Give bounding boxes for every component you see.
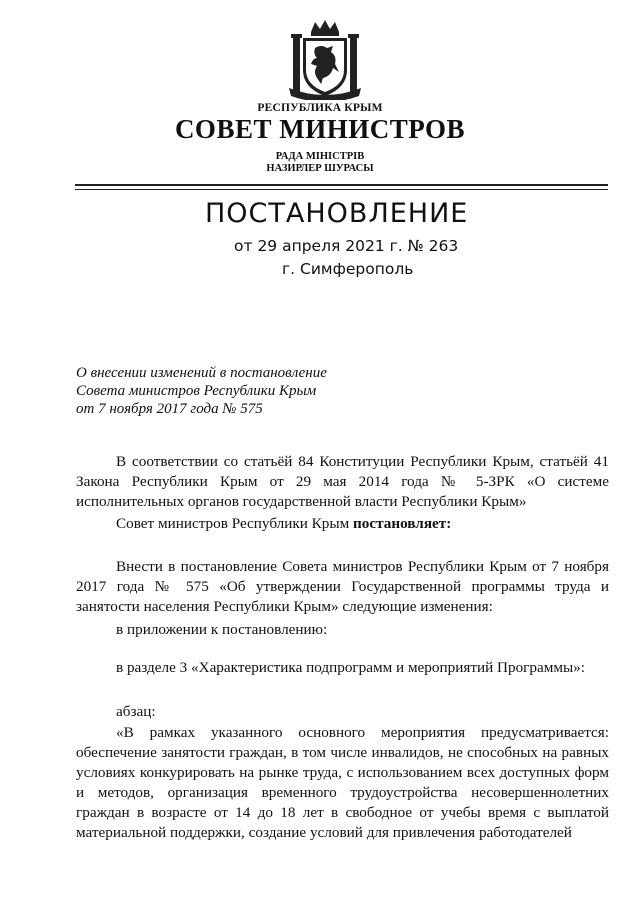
paragraph-section: в разделе 3 «Характеристика подпрограмм и мероприятий Программы»: [116,659,585,676]
subject-line: Совета министров Республики Крым [76,383,317,399]
header-divider-thick [75,184,608,186]
document-subject [76,364,327,418]
paragraph-abzac: абзац: [116,703,156,720]
paragraph-quote: «В рамках указанного основного мероприятия предусматривается: обеспечение занятости граждан, в том числе инвалидов, не способных на равных условиях конкурировать на рынке труда, с использованием всех доступных форм и методов, организация временного трудоустройства несовершеннолетних граждан в возрасте от 14 до 18 лет в свободное от учебы время с выплатой материальной поддержки, создание условий для привлечения работодателей [76,724,609,841]
crimea-coat-of-arms-icon [287,18,363,100]
council-name-crimean-tatar: НАЗИРЛЕР ШУРАСЫ [266,163,374,174]
subject-line: О внесении изменений в постановление [76,365,327,381]
council-name-ukrainian: РАДА МІНІСТРІВ [275,151,365,162]
council-name: СОВЕТ МИНИСТРОВ [174,114,466,144]
paragraph-resolves-text: Совет министров Республики Крым [116,515,354,532]
paragraph-amend: Внести в постановление Совета министров Республики Крым от 7 ноября 2017 года № 575 «Об утверждении Государственной программы труда и занятости населения Республики Крым» следующие изменения: [76,558,609,615]
republic-name: РЕСПУБЛИКА КРЫМ [257,102,383,114]
paragraph-resolves [76,514,609,534]
document-date-number: от 29 апреля 2021 г. № 263 [234,237,459,255]
paragraph-legal-basis: В соответствии со статьёй 84 Конституции Республики Крым, статьёй 41 Закона Республики Крым от 29 мая 2014 года № 5-ЗРК «О системе исполнительных органов государственной власти Республики Крым» [76,453,609,510]
paragraph-resolves-keyword: постановляет: [353,515,452,532]
document-city: г. Симферополь [282,260,414,278]
header-divider-thin [75,189,608,190]
paragraph-appendix: в приложении к постановлению: [116,621,328,638]
subject-line: от 7 ноября 2017 года № 575 [76,401,263,417]
document-type-title: ПОСТАНОВЛЕНИЕ [205,198,469,229]
